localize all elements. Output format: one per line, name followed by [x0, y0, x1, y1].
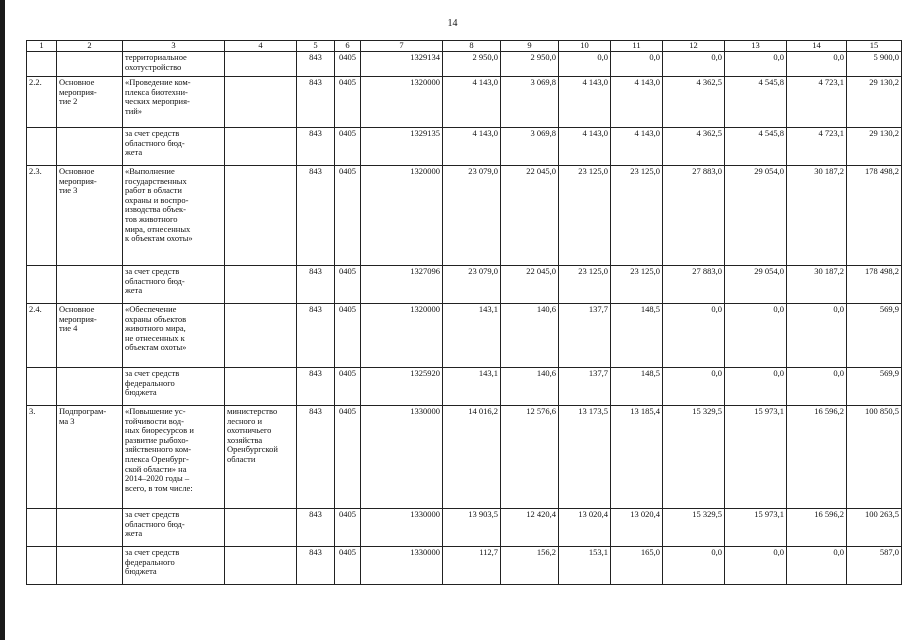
kbk-rzpr-cell: 0405	[335, 166, 361, 266]
executor-cell	[225, 128, 297, 166]
program-name-cell-line: ской области» на	[125, 463, 187, 474]
kbk-grbs-cell: 843	[297, 77, 335, 128]
year-2014-cell: 23 079,0	[443, 166, 501, 266]
kbk-grbs-cell: 843	[297, 547, 335, 585]
program-name-cell	[123, 509, 225, 547]
program-name-cell-line: за счет средств	[125, 547, 180, 557]
year-2015-cell: 12 420,4	[501, 509, 559, 547]
year-2018-cell: 0,0	[663, 52, 725, 77]
item-number-cell	[27, 52, 57, 77]
kbk-rzpr-cell: 0405	[335, 128, 361, 166]
program-name-cell-line: тий»	[125, 105, 143, 116]
year-2020-cell: 16 596,2	[787, 509, 847, 547]
program-name-cell-line: всего, в том числе:	[125, 482, 193, 493]
table-row	[27, 77, 902, 128]
year-2014-cell: 143,1	[443, 304, 501, 368]
column-number: 6	[335, 41, 361, 52]
year-2016-cell: 13 020,4	[559, 509, 611, 547]
program-name-cell-line: жета	[125, 285, 143, 296]
program-name-cell	[123, 368, 225, 406]
executor-cell-line: охотничьего	[227, 425, 272, 436]
column-number: 3	[123, 41, 225, 52]
year-2018-cell: 27 883,0	[663, 166, 725, 266]
year-2016-cell: 23 125,0	[559, 166, 611, 266]
table-row	[27, 266, 902, 304]
program-name-cell-line: 2014–2020 годы –	[125, 473, 190, 484]
program-name-cell-line: охотустройство	[125, 61, 182, 72]
year-2019-cell: 29 054,0	[725, 166, 787, 266]
kbk-csr-cell: 1330000	[361, 509, 443, 547]
program-name-cell-line: «Повышение ус-	[125, 406, 186, 416]
program-name-cell	[123, 266, 225, 304]
program-name-cell-line: к объектам охоты»	[125, 233, 193, 244]
year-2016-cell: 23 125,0	[559, 266, 611, 304]
program-name-cell-line: не отнесенных к	[125, 332, 185, 343]
column-number: 2	[57, 41, 123, 52]
program-name-cell	[123, 166, 225, 266]
program-status-cell	[57, 547, 123, 585]
year-2019-cell: 0,0	[725, 52, 787, 77]
executor-cell-line: министерство	[227, 406, 278, 416]
executor-cell-line: лесного и	[227, 415, 262, 426]
kbk-csr-cell: 1320000	[361, 77, 443, 128]
total-cell: 569,9	[847, 304, 902, 368]
year-2015-cell: 22 045,0	[501, 166, 559, 266]
program-name-cell-line: объектам охоты»	[125, 342, 187, 353]
executor-cell-line: хозяйства	[227, 434, 263, 445]
column-number: 7	[361, 41, 443, 52]
kbk-grbs-cell: 843	[297, 368, 335, 406]
year-2020-cell: 30 187,2	[787, 266, 847, 304]
year-2018-cell: 0,0	[663, 547, 725, 585]
table-row	[27, 52, 902, 77]
total-cell: 5 900,0	[847, 52, 902, 77]
table-row	[27, 166, 902, 266]
total-cell: 587,0	[847, 547, 902, 585]
scan-left-edge	[0, 0, 5, 640]
year-2015-cell: 3 069,8	[501, 128, 559, 166]
total-cell: 100 850,5	[847, 406, 902, 509]
year-2017-cell: 165,0	[611, 547, 663, 585]
program-name-cell-line: областного бюд-	[125, 137, 185, 148]
program-status-cell	[57, 128, 123, 166]
year-2020-cell: 0,0	[787, 52, 847, 77]
year-2019-cell: 0,0	[725, 368, 787, 406]
year-2018-cell: 15 329,5	[663, 406, 725, 509]
kbk-rzpr-cell: 0405	[335, 368, 361, 406]
program-name-cell-line: жета	[125, 147, 143, 158]
column-number: 12	[663, 41, 725, 52]
column-number: 11	[611, 41, 663, 52]
program-status-cell-line: мероприя-	[59, 313, 97, 324]
kbk-rzpr-cell: 0405	[335, 52, 361, 77]
column-number: 10	[559, 41, 611, 52]
program-name-cell-line: плекса Оренбург-	[125, 453, 189, 464]
executor-cell	[225, 368, 297, 406]
program-status-cell	[57, 509, 123, 547]
year-2017-cell: 23 125,0	[611, 266, 663, 304]
year-2016-cell: 13 173,5	[559, 406, 611, 509]
kbk-csr-cell: 1320000	[361, 304, 443, 368]
table-row	[27, 406, 902, 509]
year-2020-cell: 16 596,2	[787, 406, 847, 509]
year-2015-cell: 140,6	[501, 304, 559, 368]
program-status-cell	[57, 52, 123, 77]
program-name-cell-line: жета	[125, 528, 143, 539]
kbk-rzpr-cell: 0405	[335, 77, 361, 128]
kbk-grbs-cell: 843	[297, 509, 335, 547]
program-name-cell-line: областного бюд-	[125, 518, 185, 529]
year-2014-cell: 4 143,0	[443, 77, 501, 128]
executor-cell-line: области	[227, 453, 256, 464]
program-name-cell-line: охраны и воспро-	[125, 194, 189, 205]
program-name-cell	[123, 77, 225, 128]
total-cell: 29 130,2	[847, 77, 902, 128]
year-2016-cell: 4 143,0	[559, 77, 611, 128]
year-2016-cell: 4 143,0	[559, 128, 611, 166]
kbk-grbs-cell: 843	[297, 166, 335, 266]
program-name-cell-line: охраны объектов	[125, 313, 187, 324]
item-number-cell: 3.	[27, 406, 57, 509]
year-2019-cell: 0,0	[725, 304, 787, 368]
item-number-cell	[27, 128, 57, 166]
column-number: 5	[297, 41, 335, 52]
column-number: 9	[501, 41, 559, 52]
program-name-cell-line: за счет средств	[125, 128, 180, 138]
kbk-csr-cell: 1329134	[361, 52, 443, 77]
program-status-cell	[57, 304, 123, 368]
kbk-grbs-cell: 843	[297, 304, 335, 368]
year-2014-cell: 143,1	[443, 368, 501, 406]
year-2018-cell: 0,0	[663, 368, 725, 406]
program-name-cell-line: тойчивости вод-	[125, 415, 184, 426]
program-name-cell-line: ческих мероприя-	[125, 96, 190, 107]
year-2015-cell: 3 069,8	[501, 77, 559, 128]
executor-cell	[225, 52, 297, 77]
program-name-cell-line: федерального	[125, 556, 175, 567]
kbk-csr-cell: 1330000	[361, 406, 443, 509]
program-name-cell-line: бюджета	[125, 566, 157, 577]
executor-cell	[225, 304, 297, 368]
kbk-grbs-cell: 843	[297, 128, 335, 166]
program-name-cell-line: изводства объек-	[125, 204, 186, 215]
year-2019-cell: 4 545,8	[725, 77, 787, 128]
year-2018-cell: 4 362,5	[663, 77, 725, 128]
executor-cell	[225, 509, 297, 547]
program-status-cell	[57, 266, 123, 304]
kbk-rzpr-cell: 0405	[335, 547, 361, 585]
program-name-cell-line: за счет средств	[125, 266, 180, 276]
total-cell: 178 498,2	[847, 266, 902, 304]
kbk-grbs-cell: 843	[297, 52, 335, 77]
year-2017-cell: 4 143,0	[611, 77, 663, 128]
total-cell: 178 498,2	[847, 166, 902, 266]
year-2016-cell: 137,7	[559, 368, 611, 406]
table-row	[27, 509, 902, 547]
year-2014-cell: 2 950,0	[443, 52, 501, 77]
program-status-cell	[57, 166, 123, 266]
item-number-cell	[27, 509, 57, 547]
year-2017-cell: 13 185,4	[611, 406, 663, 509]
year-2014-cell: 23 079,0	[443, 266, 501, 304]
program-name-cell-line: мира, отнесенных	[125, 223, 191, 234]
year-2017-cell: 23 125,0	[611, 166, 663, 266]
column-number: 14	[787, 41, 847, 52]
kbk-grbs-cell: 843	[297, 406, 335, 509]
table-row	[27, 547, 902, 585]
year-2019-cell: 15 973,1	[725, 406, 787, 509]
year-2019-cell: 0,0	[725, 547, 787, 585]
program-name-cell-line: областного бюд-	[125, 275, 185, 286]
program-name-cell-line: бюджета	[125, 387, 157, 398]
year-2018-cell: 4 362,5	[663, 128, 725, 166]
program-status-cell-line: мероприя-	[59, 175, 97, 186]
program-name-cell-line: «Обеспечение	[125, 304, 177, 314]
budget-table-body	[27, 41, 902, 585]
executor-cell	[225, 547, 297, 585]
item-number-cell: 2.2.	[27, 77, 57, 128]
year-2014-cell: 4 143,0	[443, 128, 501, 166]
year-2020-cell: 4 723,1	[787, 128, 847, 166]
program-name-cell-line: животного мира,	[125, 323, 186, 334]
item-number-cell	[27, 368, 57, 406]
kbk-csr-cell: 1325920	[361, 368, 443, 406]
year-2017-cell: 148,5	[611, 304, 663, 368]
program-status-cell	[57, 368, 123, 406]
program-name-cell-line: тов животного	[125, 213, 178, 224]
year-2018-cell: 27 883,0	[663, 266, 725, 304]
program-status-cell-line: тие 2	[59, 96, 78, 107]
program-name-cell	[123, 547, 225, 585]
program-name-cell-line: «Выполнение	[125, 166, 175, 176]
item-number-cell: 2.3.	[27, 166, 57, 266]
table-row	[27, 128, 902, 166]
executor-cell-line: Оренбургской	[227, 444, 278, 455]
program-name-cell-line: работ в области	[125, 185, 182, 196]
year-2019-cell: 15 973,1	[725, 509, 787, 547]
program-status-cell-line: Основное	[59, 304, 95, 314]
program-name-cell-line: плекса биотехни-	[125, 86, 188, 97]
executor-cell	[225, 166, 297, 266]
year-2020-cell: 30 187,2	[787, 166, 847, 266]
column-number: 8	[443, 41, 501, 52]
executor-cell	[225, 406, 297, 509]
program-status-cell-line: ма 3	[59, 415, 75, 426]
year-2016-cell: 0,0	[559, 52, 611, 77]
program-status-cell-line: Подпрограм-	[59, 406, 107, 416]
year-2015-cell: 156,2	[501, 547, 559, 585]
year-2020-cell: 0,0	[787, 304, 847, 368]
program-name-cell	[123, 52, 225, 77]
program-name-cell-line: ных биоресурсов и	[125, 425, 194, 436]
year-2017-cell: 4 143,0	[611, 128, 663, 166]
program-name-cell	[123, 304, 225, 368]
year-2014-cell: 13 903,5	[443, 509, 501, 547]
table-row	[27, 304, 902, 368]
year-2015-cell: 2 950,0	[501, 52, 559, 77]
program-name-cell-line: зяйственного ком-	[125, 444, 192, 455]
year-2020-cell: 0,0	[787, 368, 847, 406]
year-2019-cell: 29 054,0	[725, 266, 787, 304]
column-number: 4	[225, 41, 297, 52]
program-status-cell	[57, 406, 123, 509]
column-number: 1	[27, 41, 57, 52]
budget-table	[26, 40, 902, 585]
kbk-csr-cell: 1330000	[361, 547, 443, 585]
year-2014-cell: 112,7	[443, 547, 501, 585]
year-2015-cell: 12 576,6	[501, 406, 559, 509]
program-status-cell-line: мероприя-	[59, 86, 97, 97]
column-number: 15	[847, 41, 902, 52]
program-name-cell-line: за счет средств	[125, 368, 180, 378]
year-2014-cell: 14 016,2	[443, 406, 501, 509]
year-2019-cell: 4 545,8	[725, 128, 787, 166]
program-name-cell	[123, 128, 225, 166]
total-cell: 100 263,5	[847, 509, 902, 547]
kbk-rzpr-cell: 0405	[335, 406, 361, 509]
year-2016-cell: 137,7	[559, 304, 611, 368]
program-name-cell-line: развитие рыбохо-	[125, 434, 189, 445]
kbk-grbs-cell: 843	[297, 266, 335, 304]
table-row	[27, 368, 902, 406]
year-2017-cell: 13 020,4	[611, 509, 663, 547]
program-name-cell	[123, 406, 225, 509]
executor-cell	[225, 77, 297, 128]
kbk-rzpr-cell: 0405	[335, 304, 361, 368]
total-cell: 569,9	[847, 368, 902, 406]
kbk-rzpr-cell: 0405	[335, 266, 361, 304]
year-2018-cell: 0,0	[663, 304, 725, 368]
year-2018-cell: 15 329,5	[663, 509, 725, 547]
program-name-cell-line: государственных	[125, 175, 187, 186]
program-name-cell-line: «Проведение ком-	[125, 77, 191, 87]
column-number: 13	[725, 41, 787, 52]
program-name-cell-line: федерального	[125, 377, 175, 388]
year-2015-cell: 140,6	[501, 368, 559, 406]
program-status-cell-line: тие 4	[59, 323, 78, 334]
program-status-cell-line: Основное	[59, 77, 95, 87]
item-number-cell	[27, 547, 57, 585]
kbk-rzpr-cell: 0405	[335, 509, 361, 547]
program-status-cell-line: тие 3	[59, 185, 78, 196]
program-name-cell-line: за счет средств	[125, 509, 180, 519]
program-status-cell-line: Основное	[59, 166, 95, 176]
page-number: 14	[447, 18, 458, 29]
item-number-cell	[27, 266, 57, 304]
executor-cell	[225, 266, 297, 304]
year-2017-cell: 0,0	[611, 52, 663, 77]
year-2020-cell: 0,0	[787, 547, 847, 585]
total-cell: 29 130,2	[847, 128, 902, 166]
program-name-cell-line: территориальное	[125, 52, 187, 62]
column-number-row	[27, 41, 902, 52]
year-2020-cell: 4 723,1	[787, 77, 847, 128]
year-2015-cell: 22 045,0	[501, 266, 559, 304]
kbk-csr-cell: 1320000	[361, 166, 443, 266]
year-2017-cell: 148,5	[611, 368, 663, 406]
item-number-cell: 2.4.	[27, 304, 57, 368]
program-status-cell	[57, 77, 123, 128]
kbk-csr-cell: 1327096	[361, 266, 443, 304]
year-2016-cell: 153,1	[559, 547, 611, 585]
kbk-csr-cell: 1329135	[361, 128, 443, 166]
